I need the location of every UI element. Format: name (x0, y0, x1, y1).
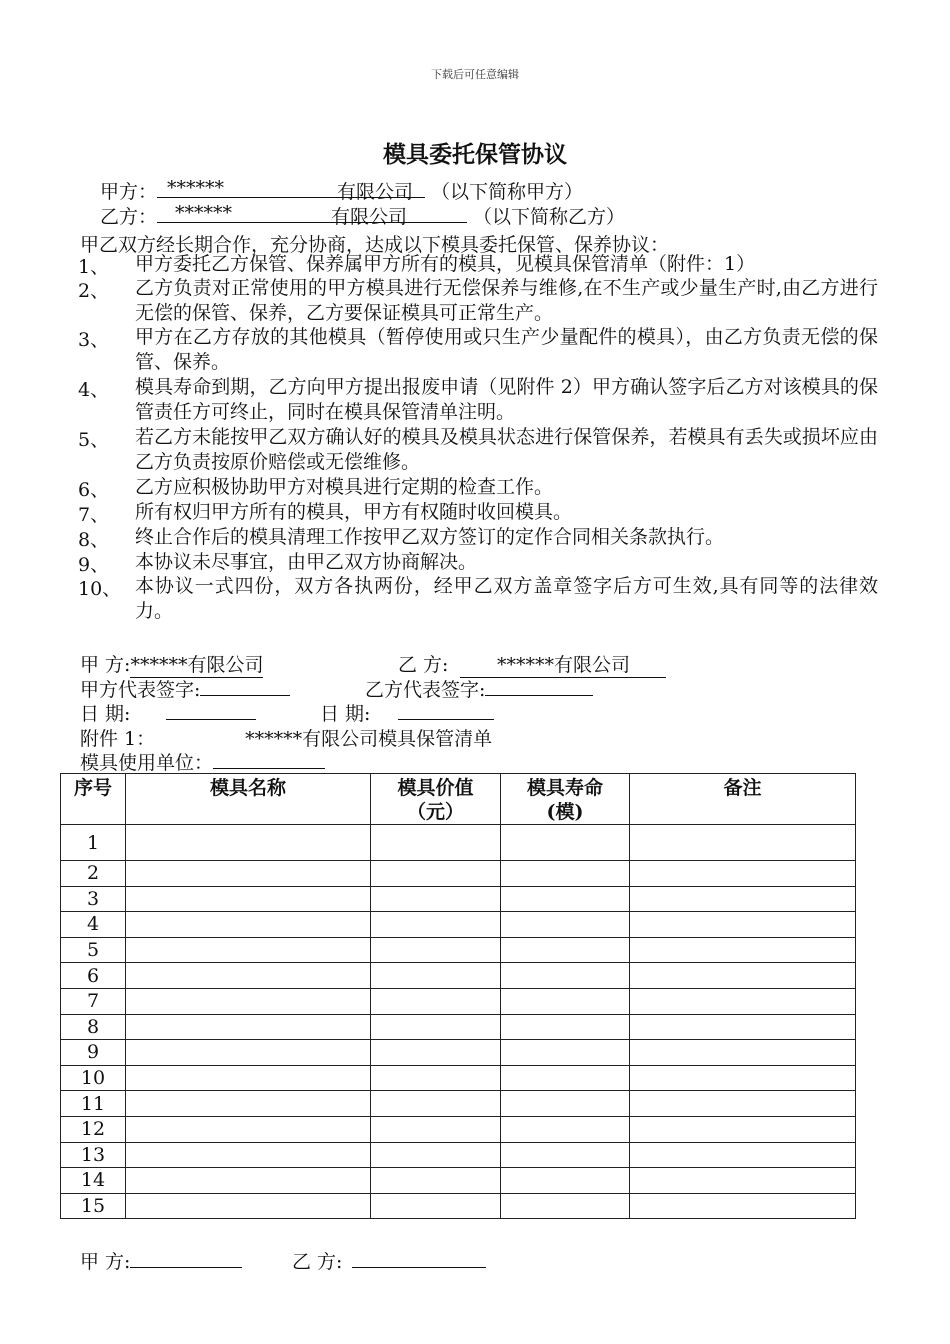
party-a-suffix: 有限公司 (337, 181, 414, 203)
header-remarks: 备注 (630, 774, 856, 825)
table-row (61, 988, 856, 1014)
party-b-sign-value: ******有限公司 (460, 650, 666, 678)
cell-remarks[interactable] (630, 1065, 856, 1091)
signature-party-b (398, 650, 666, 678)
cell-mold-value[interactable] (371, 861, 501, 887)
cell-remarks[interactable] (630, 1091, 856, 1117)
party-b-alias: （以下简称乙方） (473, 206, 626, 228)
date-b-line (320, 699, 494, 726)
header-seq: 序号 (61, 774, 126, 825)
mold-custody-table (60, 773, 856, 1219)
rep-b-line (365, 675, 593, 702)
party-b-line (100, 202, 625, 229)
lead-paragraph: 甲乙双方经长期合作，充分协商，达成以下模具委托保管、保养协议： (80, 234, 670, 256)
cell-seq: 4 (61, 912, 126, 938)
cell-remarks[interactable] (630, 912, 856, 938)
cell-remarks[interactable] (630, 1116, 856, 1142)
clause-number: 2、 (78, 280, 110, 302)
clause-number: 7、 (78, 504, 110, 526)
clause-number: 5、 (78, 429, 110, 451)
cell-mold-life[interactable] (501, 1091, 630, 1117)
cell-mold-life[interactable] (501, 1040, 630, 1066)
rep-a-blank[interactable] (200, 677, 290, 696)
cell-mold-life[interactable] (501, 1065, 630, 1091)
clause-number: 6、 (78, 479, 110, 501)
clause-1 (78, 252, 878, 277)
cell-mold-name[interactable] (126, 1014, 371, 1040)
cell-mold-life[interactable] (501, 1193, 630, 1219)
signature-party-a (80, 650, 263, 678)
cell-mold-name[interactable] (126, 937, 371, 963)
cell-seq: 12 (61, 1116, 126, 1142)
party-a-alias: （以下简称甲方） (431, 181, 584, 203)
cell-mold-value[interactable] (371, 1168, 501, 1194)
date-b-blank[interactable] (398, 701, 494, 720)
cell-seq: 3 (61, 886, 126, 912)
cell-mold-value[interactable] (371, 1142, 501, 1168)
party-b-blank (157, 202, 467, 228)
cell-remarks[interactable] (630, 1040, 856, 1066)
cell-mold-value[interactable] (371, 963, 501, 989)
cell-mold-value[interactable] (371, 937, 501, 963)
header-note: 下载后可任意编辑 (431, 68, 519, 81)
clause-9 (78, 550, 878, 575)
cell-mold-life[interactable] (501, 825, 630, 861)
cell-mold-value[interactable] (371, 825, 501, 861)
cell-remarks[interactable] (630, 988, 856, 1014)
unit-label: 模具使用单位： (80, 752, 214, 774)
header-mold-life-line2: (模) (546, 801, 584, 823)
cell-mold-name[interactable] (126, 1168, 371, 1194)
footer-party-b-label: 乙 方: (292, 1251, 343, 1273)
cell-remarks[interactable] (630, 1014, 856, 1040)
cell-seq: 7 (61, 988, 126, 1014)
party-a-sign-label: 甲 方: (80, 654, 131, 676)
cell-seq: 14 (61, 1168, 126, 1194)
cell-mold-value[interactable] (371, 1193, 501, 1219)
cell-mold-life[interactable] (501, 937, 630, 963)
cell-seq: 9 (61, 1040, 126, 1066)
cell-mold-value[interactable] (371, 1040, 501, 1066)
table-header-row (61, 774, 856, 825)
date-b-label: 日 期: (320, 703, 371, 725)
clause-text: 本协议一式四份，双方各执两份，经甲乙双方盖章签字后方可生效,具有同等的法律效力。 (135, 575, 878, 622)
cell-seq: 10 (61, 1065, 126, 1091)
cell-seq: 11 (61, 1091, 126, 1117)
party-b-name: ****** (175, 202, 233, 224)
table-row (61, 963, 856, 989)
cell-mold-value[interactable] (371, 912, 501, 938)
clause-number: 4、 (78, 379, 110, 401)
clause-2 (78, 276, 878, 326)
cell-mold-name[interactable] (126, 1065, 371, 1091)
header-mold-name: 模具名称 (126, 774, 371, 825)
unit-blank[interactable] (213, 750, 325, 769)
cell-remarks[interactable] (630, 963, 856, 989)
header-mold-value-line1: 模具价值 (397, 777, 474, 799)
footer-party-b (292, 1247, 486, 1274)
attachment-label: 附件 1： (80, 728, 156, 750)
table-row (61, 1116, 856, 1142)
cell-mold-life[interactable] (501, 1014, 630, 1040)
cell-mold-value[interactable] (371, 988, 501, 1014)
cell-mold-name[interactable] (126, 1040, 371, 1066)
cell-remarks[interactable] (630, 1193, 856, 1219)
cell-remarks[interactable] (630, 825, 856, 861)
rep-b-blank[interactable] (485, 677, 593, 696)
header-mold-value-line2: （元） (406, 801, 464, 823)
cell-mold-value[interactable] (371, 1116, 501, 1142)
cell-remarks[interactable] (630, 1168, 856, 1194)
party-b-sign-label: 乙 方: (398, 654, 449, 676)
table-row (61, 886, 856, 912)
clause-text: 甲方在乙方存放的其他模具（暂停使用或只生产少量配件的模具），由乙方负责无偿的保管、保养。 (135, 326, 878, 373)
party-a-sign-value: ******有限公司 (130, 650, 263, 678)
cell-seq: 1 (61, 825, 126, 861)
table-row (61, 1040, 856, 1066)
clause-text: 若乙方未能按甲乙双方确认好的模具及模具状态进行保管保养，若模具有丢失或损坏应由乙方负责按原价赔偿或无偿维修。 (135, 426, 878, 473)
clause-text: 乙方应积极协助甲方对模具进行定期的检查工作。 (135, 476, 554, 498)
party-a-line (100, 177, 583, 204)
cell-mold-value[interactable] (371, 1014, 501, 1040)
clause-7 (78, 500, 878, 525)
attachment-title: ******有限公司模具保管清单 (245, 728, 493, 750)
cell-mold-name[interactable] (126, 861, 371, 887)
cell-mold-life[interactable] (501, 1116, 630, 1142)
cell-mold-name[interactable] (126, 963, 371, 989)
table-row (61, 825, 856, 861)
footer-party-a (80, 1247, 242, 1274)
document-title: 模具委托保管协议 (383, 141, 567, 168)
clause-text: 终止合作后的模具清理工作按甲乙双方签订的定作合同相关条款执行。 (135, 526, 725, 548)
cell-seq: 6 (61, 963, 126, 989)
footer-party-a-label: 甲 方: (80, 1251, 131, 1273)
header-mold-value (371, 774, 501, 825)
clause-10 (78, 574, 878, 624)
party-a-name: ****** (167, 177, 225, 199)
cell-mold-value[interactable] (371, 1065, 501, 1091)
clause-number: 9、 (78, 554, 110, 576)
party-b-label: 乙方： (100, 206, 158, 228)
cell-remarks[interactable] (630, 886, 856, 912)
cell-mold-life[interactable] (501, 886, 630, 912)
cell-seq: 8 (61, 1014, 126, 1040)
party-a-label: 甲方： (100, 181, 158, 203)
footer-party-a-blank[interactable] (130, 1249, 242, 1268)
clause-number: 3、 (78, 329, 110, 351)
cell-mold-life[interactable] (501, 1168, 630, 1194)
rep-a-label: 甲方代表签字: (80, 679, 201, 701)
header-mold-life-line1: 模具寿命 (526, 777, 603, 799)
cell-mold-life[interactable] (501, 988, 630, 1014)
cell-remarks[interactable] (630, 861, 856, 887)
cell-mold-name[interactable] (126, 912, 371, 938)
clause-3 (78, 325, 878, 375)
cell-mold-value[interactable] (371, 1091, 501, 1117)
cell-seq: 5 (61, 937, 126, 963)
table-row (61, 1168, 856, 1194)
table-row (61, 1142, 856, 1168)
clause-4 (78, 375, 878, 425)
table-row (61, 1065, 856, 1091)
table-row (61, 1014, 856, 1040)
header-mold-life (501, 774, 630, 825)
cell-mold-name[interactable] (126, 1091, 371, 1117)
cell-mold-life[interactable] (501, 861, 630, 887)
unit-line (80, 748, 325, 775)
cell-mold-name[interactable] (126, 1193, 371, 1219)
cell-mold-life[interactable] (501, 912, 630, 938)
table-row (61, 1091, 856, 1117)
clause-5 (78, 425, 878, 475)
clause-text: 乙方负责对正常使用的甲方模具进行无偿保养与维修,在不生产或少量生产时,由乙方进行无偿的保管、保养，乙方要保证模具可正常生产。 (135, 277, 878, 324)
footer-party-b-blank[interactable] (352, 1249, 486, 1268)
cell-mold-name[interactable] (126, 1142, 371, 1168)
cell-mold-name[interactable] (126, 1116, 371, 1142)
party-a-blank (157, 177, 425, 203)
cell-seq: 13 (61, 1142, 126, 1168)
clause-number: 10、 (78, 578, 122, 600)
cell-mold-name[interactable] (126, 988, 371, 1014)
cell-remarks[interactable] (630, 937, 856, 963)
table-row (61, 912, 856, 938)
clause-number: 1、 (78, 256, 110, 278)
cell-seq: 15 (61, 1193, 126, 1219)
clause-text: 模具寿命到期，乙方向甲方提出报废申请（见附件 2）甲方确认签字后乙方对该模具的保管责任方可终止，同时在模具保管清单注明。 (135, 376, 878, 423)
clause-text: 所有权归甲方所有的模具，甲方有权随时收回模具。 (135, 501, 573, 523)
cell-mold-life[interactable] (501, 963, 630, 989)
attachment-line (80, 724, 492, 751)
date-a-label: 日 期: (80, 703, 131, 725)
table-row (61, 1193, 856, 1219)
rep-b-label: 乙方代表签字: (365, 679, 486, 701)
cell-remarks[interactable] (630, 1142, 856, 1168)
clause-text: 本协议未尽事宜，由甲乙双方协商解决。 (135, 551, 478, 573)
cell-seq: 2 (61, 861, 126, 887)
party-b-suffix: 有限公司 (331, 206, 408, 228)
date-a-blank[interactable] (166, 701, 256, 720)
clause-number: 8、 (78, 529, 110, 551)
clause-text: 甲方委托乙方保管、保养属甲方所有的模具，见模具保管清单（附件：1） (135, 253, 756, 275)
clause-8 (78, 525, 878, 550)
cell-mold-value[interactable] (371, 886, 501, 912)
cell-mold-name[interactable] (126, 886, 371, 912)
table-row (61, 937, 856, 963)
date-a-line (80, 699, 256, 726)
table-row (61, 861, 856, 887)
cell-mold-name[interactable] (126, 825, 371, 861)
rep-a-line (80, 675, 290, 702)
clause-6 (78, 475, 878, 500)
cell-mold-life[interactable] (501, 1142, 630, 1168)
